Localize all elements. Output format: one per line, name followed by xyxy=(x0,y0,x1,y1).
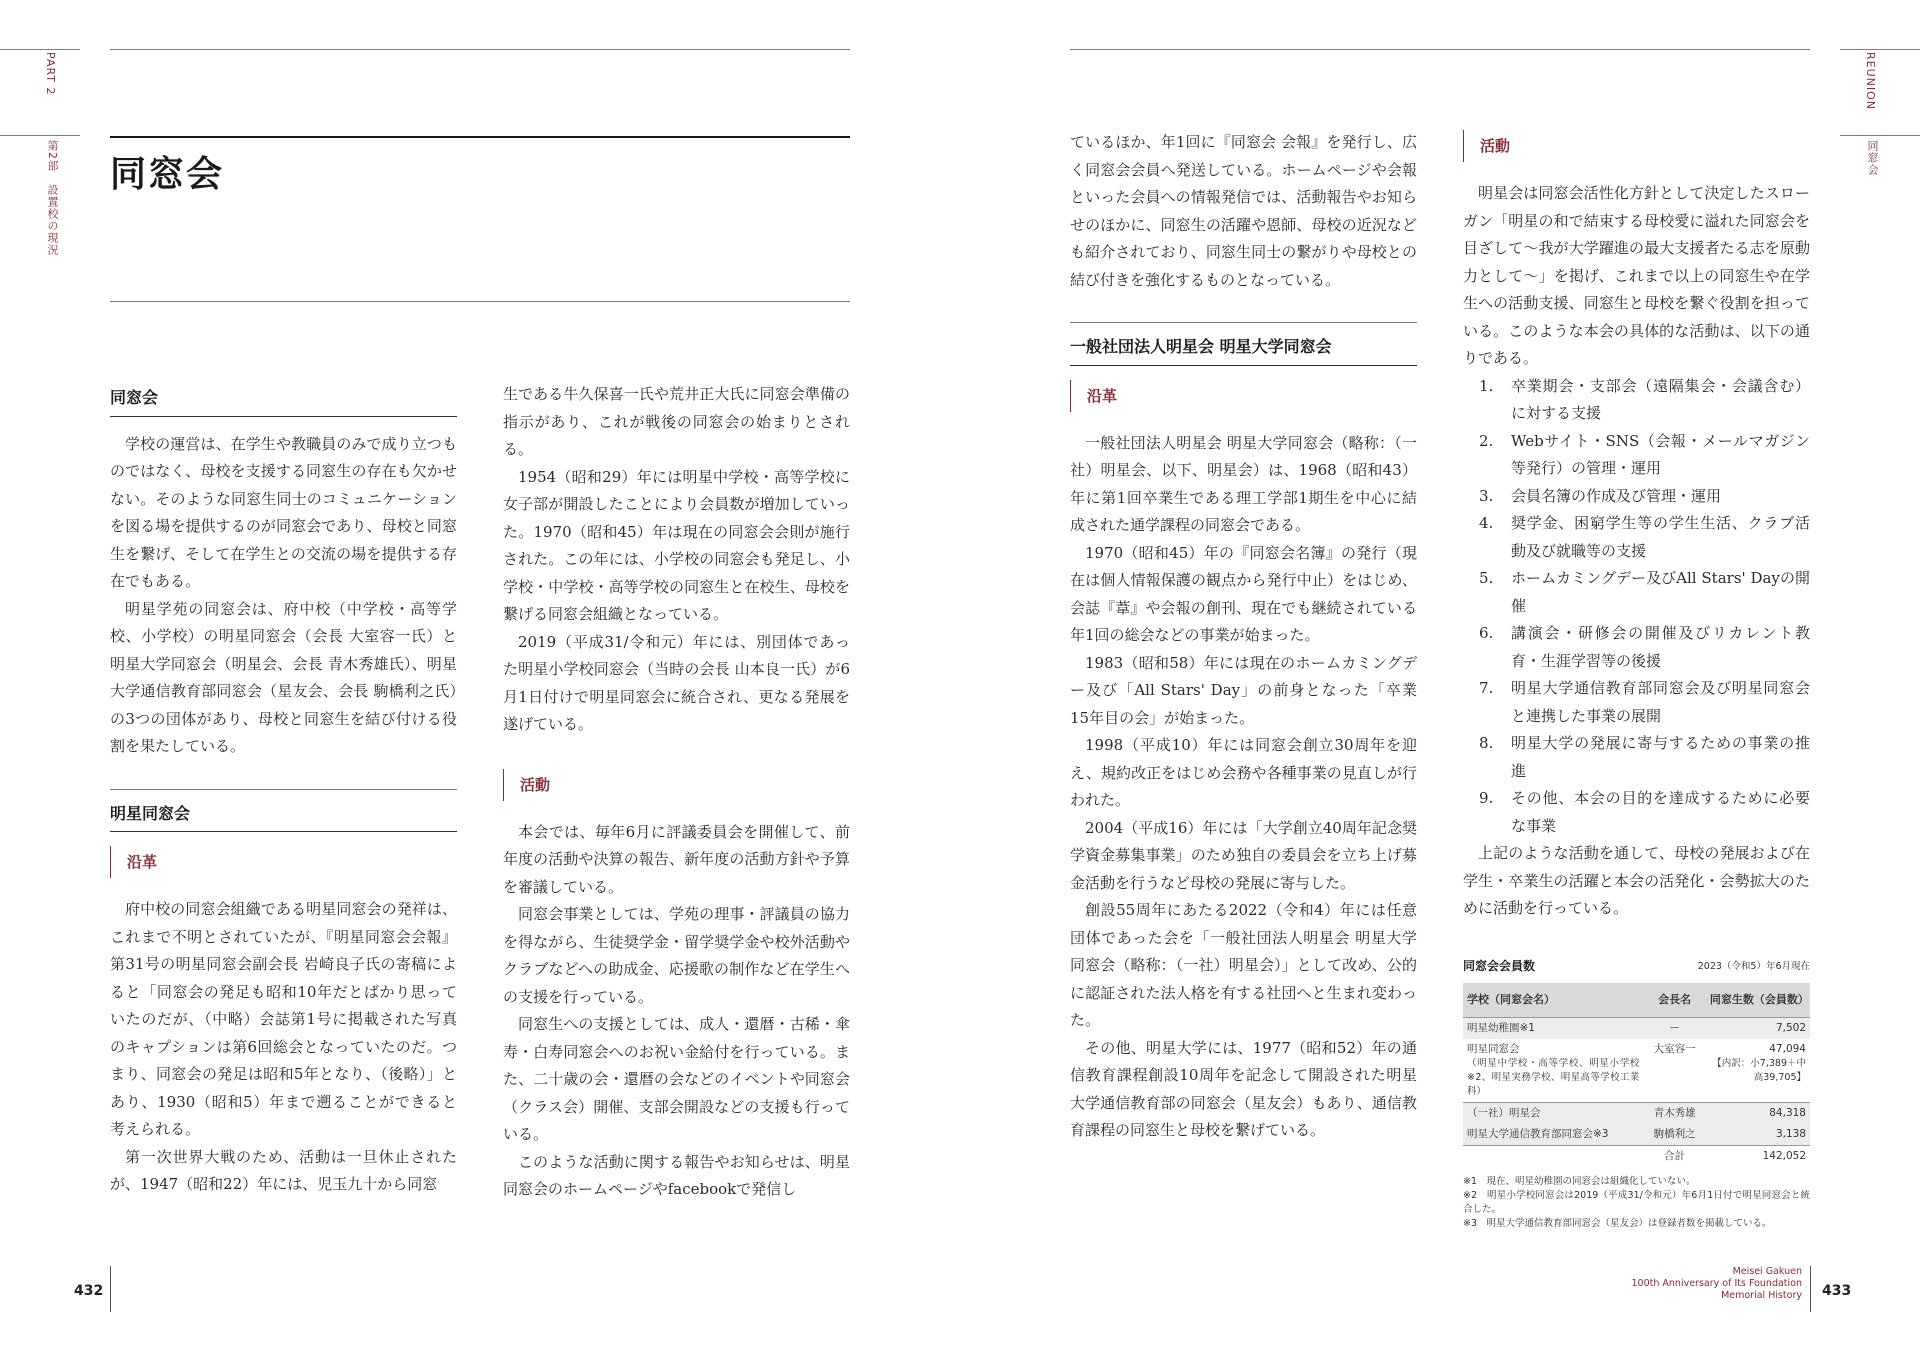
table-header-row xyxy=(1463,983,1810,1017)
side-section-left: 第2部 設置校の現況 xyxy=(46,140,59,256)
table-cell: 明星幼稚園※1 xyxy=(1463,1017,1643,1039)
list-item: 2. Webサイト・SNS（会報・メールマガジン等発行）の管理・運用 xyxy=(1479,431,1810,477)
side-part-left: PART 2 xyxy=(44,52,57,96)
table-total-value: 142,052 xyxy=(1706,1145,1810,1167)
side-rule-left xyxy=(0,135,80,136)
footer-line: Meisei Gakuen xyxy=(1732,1266,1802,1277)
footer-divider-left xyxy=(110,1266,111,1312)
table-cell: （一社）明星会 xyxy=(1463,1102,1643,1124)
page-number-right: 433 xyxy=(1822,1283,1852,1299)
table-cell: 7,502 xyxy=(1706,1017,1810,1039)
paragraph: 1998（平成10）年には同窓会創立30周年を迎え、規約改正をはじめ会務や各種事業の見直しが行われた。 xyxy=(1070,736,1417,809)
subheading-katsudou-2: 活動 xyxy=(1463,130,1810,162)
table-cell: ー xyxy=(1643,1017,1705,1039)
table-row xyxy=(1463,1124,1810,1146)
column-1 xyxy=(110,384,457,1199)
table-cell-count: 47,094 xyxy=(1769,1042,1806,1055)
paragraph: 上記のような活動を通して、母校の発展および在学生・卒業生の活躍と本会の活発化・会勢拡大のために活動を行っている。 xyxy=(1463,844,1810,917)
list-item: 4. 奨学金、困窮学生等の学生生活、クラブ活動及び就職等の支援 xyxy=(1479,514,1810,560)
subheading-enkaku: 沿革 xyxy=(110,846,457,878)
list-item: 9. その他、本会の目的を達成するために必要な事業 xyxy=(1479,789,1810,835)
heading-meiseikai: 一般社団法人明星会 明星大学同窓会 xyxy=(1070,322,1417,366)
table-cell xyxy=(1706,1039,1810,1103)
paragraph: 本会では、毎年6月に評議委員会を開催して、前年度の活動や決算の報告、新年度の活動方針や予算を審議している。 xyxy=(503,822,850,896)
table-cell: 青木秀雄 xyxy=(1643,1102,1705,1124)
top-rule-right xyxy=(1070,49,1810,50)
table-cell: 84,318 xyxy=(1706,1102,1810,1124)
paragraph: 創設55周年にあたる2022（令和4）年には任意団体であった会を「一般社団法人明星会 明星大学同窓会（略称：（一社）明星会）」として改め、公的に認証された法人格を有する社団へと生まれ変わった。 xyxy=(1070,901,1417,1029)
table-row xyxy=(1463,1039,1810,1103)
table-cell-sub: （明星中学校・高等学校、明星小学校※2、明星実務学校、明星高等学校工業科） xyxy=(1467,1057,1640,1097)
member-table-block xyxy=(1463,953,1810,1231)
table-header: 学校（同窓会名） xyxy=(1463,983,1643,1017)
list-item: 8. 明星大学の発展に寄与するための事業の推進 xyxy=(1479,734,1810,780)
top-rule-right-margin xyxy=(1840,49,1920,50)
top-rule-left xyxy=(110,49,850,50)
paragraph-continued: ているほか、年1回に『同窓会 会報』を発行し、広く同窓会会員へ発送している。ホームページや会報といった会員への情報発信では、活動報告やお知らせのほかに、同窓生の活躍や恩師、母校の近況なども紹介されており、同窓生同士の繋がりや母校との結び付きを強化するものとなっている。 xyxy=(1070,133,1417,289)
subheading-katsudou: 活動 xyxy=(503,769,850,801)
list-item: 1. 卒業期会・支部会（遠隔集会・会議含む）に対する支援 xyxy=(1479,376,1810,422)
list-item: 7. 明星大学通信教育部同窓会及び明星同窓会と連携した事業の展開 xyxy=(1479,679,1810,725)
member-table xyxy=(1463,983,1810,1167)
table-date: 2023（令和5）年6月現在 xyxy=(1697,960,1810,972)
heading-meisei-dousoukai: 明星同窓会 xyxy=(110,789,457,833)
table-header: 同窓生数（会員数） xyxy=(1706,983,1810,1017)
paragraph: 一般社団法人明星会 明星大学同窓会（略称：（一社）明星会、以下、明星会）は、1968（昭和43）年に第1回卒業生である理工学部1期生を中心に結成された通学課程の同窓会である。 xyxy=(1070,433,1417,534)
footer-line: Memorial History xyxy=(1721,1290,1802,1301)
paragraph: 学校の運営は、在学生や教職員のみで成り立つものではなく、母校を支援する同窓生の存在も欠かせない。そのような同窓生同士のコミュニケーションを図る場を提供するのが同窓会であり、母校と同窓生を繋げ、そして在学生との交流の場を提供する存在でもある。 xyxy=(110,434,457,590)
footer-credit xyxy=(1632,1266,1802,1302)
paragraph: 1954（昭和29）年には明星中学校・高等学校に女子部が開設したことにより会員数が増加していった。1970（昭和45）年は現在の同窓会会則が施行された。この年には、小学校の同窓会も発足し、小学校・中学校・高等学校の同窓生と在校生、母校を繋げる同窓会組織となっている。 xyxy=(503,467,850,623)
table-cell xyxy=(1463,1039,1643,1103)
paragraph: 第一次世界大戦のため、活動は一旦休止されたが、1947（昭和22）年には、児玉九十から同窓 xyxy=(110,1147,457,1193)
paragraph: 同窓会事業としては、学苑の理事・評議員の協力を得ながら、生徒奨学金・留学奨学金や校外活動やクラブなどへの助成金、応援歌の制作など在学生への支援を行っている。 xyxy=(503,905,850,1006)
paragraph: 2019（平成31/令和元）年には、別団体であった明星小学校同窓会（当時の会長 山本良一氏）が6月1日付けで明星同窓会に統合され、更なる発展を遂げている。 xyxy=(503,632,850,733)
heading-dousoukai: 同窓会 xyxy=(110,384,457,417)
table-total-label: 合計 xyxy=(1643,1145,1705,1167)
table-row xyxy=(1463,1017,1810,1039)
table-row xyxy=(1463,1102,1810,1124)
activity-list xyxy=(1463,373,1810,841)
paragraph: 明星学苑の同窓会は、府中校（中学校・高等学校、小学校）の明星同窓会（会長 大室容一氏）と明星大学同窓会（明星会、会長 青木秀雄氏）、明星大学通信教育部同窓会（星友会、会長 駒橋利之氏）の3つの団体があり、母校と同窓生を結び付ける役割を果たしている。 xyxy=(110,599,457,755)
subheading-enkaku-2: 沿革 xyxy=(1070,380,1417,412)
table-title: 同窓会会員数 xyxy=(1463,958,1536,973)
table-cell-detail: 【内訳：小7,389＋中高39,705】 xyxy=(1712,1057,1806,1083)
title-rule-bottom xyxy=(110,301,850,302)
footer-line: 100th Anniversary of Its Foundation xyxy=(1631,1278,1802,1289)
footer-divider-right xyxy=(1810,1266,1811,1312)
paragraph: 明星会は同窓会活性化方針として決定したスローガン「明星の和で結束する母校愛に溢れた同窓会を目ざして〜我が大学躍進の最大支援者たる志を原動力として〜」を掲げ、これまで以上の同窓生や在学生への活動支援、同窓生と母校を繋ぐ役割を担っている。このような本会の具体的な活動は、以下の通りである。 xyxy=(1463,184,1810,367)
side-rule-right xyxy=(1840,135,1920,136)
paragraph: 府中校の同窓会組織である明星同窓会の発祥は、これまで不明とされていたが、『明星同窓会会報』第31号の明星同窓会副会長 岩崎良子氏の寄稿によると「同窓会の発足も昭和10年だとばかり思っていたのだが、（中略）会誌第1号に掲載された写真のキャプションは第6回総会となっていたのだ。つまり、同窓会の発足は昭和5年となり、（後略）」とあり、1930（昭和5）年まで遡ることができると考えられる。 xyxy=(110,900,457,1138)
page-number-left: 432 xyxy=(74,1283,104,1299)
list-item: 3. 会員名簿の作成及び管理・運用 xyxy=(1479,486,1722,505)
side-part-right: REUNION xyxy=(1864,52,1877,111)
paragraph: 2004（平成16）年には「大学創立40周年記念奨学資金募集事業」のため独自の委員会を立ち上げ募金活動を行うなど母校の発展に寄与した。 xyxy=(1070,818,1417,892)
table-cell: 明星大学通信教育部同窓会※3 xyxy=(1463,1124,1643,1146)
table-cell: 3,138 xyxy=(1706,1124,1810,1146)
paragraph: このような活動に関する報告やお知らせは、明星同窓会のホームページやfacebookで発信し xyxy=(503,1152,850,1198)
page-title: 同窓会 xyxy=(110,154,225,195)
list-item: 5. ホームカミングデー及びAll Stars' Dayの開催 xyxy=(1479,569,1810,615)
table-header: 会長名 xyxy=(1643,983,1705,1017)
list-item: 6. 講演会・研修会の開催及びリカレント教育・生涯学習等の後援 xyxy=(1479,624,1810,670)
table-notes xyxy=(1463,1175,1810,1231)
top-rule-left-margin xyxy=(0,49,80,50)
table-total-row xyxy=(1463,1145,1810,1167)
paragraph-continued: 生である牛久保喜一氏や荒井正大氏に同窓会準備の指示があり、これが戦後の同窓会の始まりとされる。 xyxy=(503,385,850,458)
column-2 xyxy=(503,381,850,1204)
column-3 xyxy=(1070,129,1417,1145)
table-note: ※2 明星小学校同窓会は2019（平成31/令和元）年6月1日付で明星同窓会と統合した。 xyxy=(1463,1189,1810,1215)
paragraph: 1983（昭和58）年には現在のホームカミングデー及び「All Stars' Day」の前身となった「卒業15年目の会」が始まった。 xyxy=(1070,653,1417,727)
table-note: ※3 明星大学通信教育部同窓会（星友会）は登録者数を掲載している。 xyxy=(1463,1217,1772,1229)
table-cell: 駒橋利之 xyxy=(1643,1124,1705,1146)
paragraph: 1970（昭和45）年の『同窓会名簿』の発行（現在は個人情報保護の観点から発行中止）をはじめ、会誌『葦』や会報の創刊、現在でも継続されている年1回の総会などの事業が始まった。 xyxy=(1070,543,1417,644)
table-cell xyxy=(1463,1145,1643,1167)
title-rule-top xyxy=(110,136,850,138)
paragraph: その他、明星大学には、1977（昭和52）年の通信教育課程創設10周年を記念して開設された明星大学通信教育部の同窓会（星友会）もあり、通信教育課程の同窓生と母校を繋げている。 xyxy=(1070,1038,1417,1139)
paragraph: 同窓生への支援としては、成人・還暦・古稀・傘寿・白寿同窓会へのお祝い金給付を行っている。また、二十歳の会・還暦の会などのイベントや同窓会（クラス会）開催、支部会開設などの支援も行っている。 xyxy=(503,1015,850,1143)
column-4 xyxy=(1463,130,1810,1231)
table-note: ※1 現在、明星幼稚園の同窓会は組織化していない。 xyxy=(1463,1175,1696,1187)
side-section-right: 同窓会 xyxy=(1866,140,1879,176)
table-cell-school: 明星同窓会 xyxy=(1467,1042,1520,1055)
table-cell: 大室容一 xyxy=(1653,1042,1696,1055)
